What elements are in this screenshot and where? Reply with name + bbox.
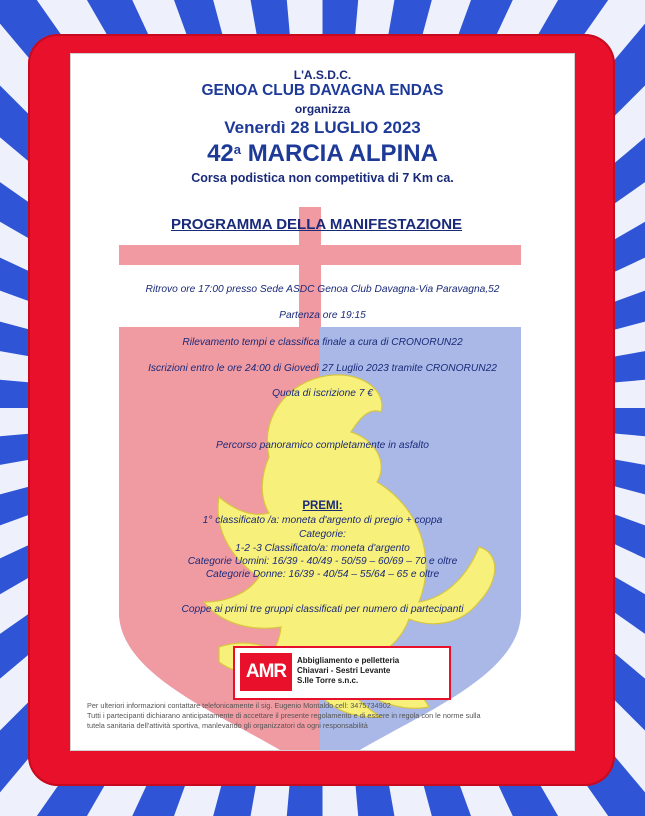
- amr-logo: AMR: [240, 653, 292, 691]
- event-date: Venerdì 28 LUGLIO 2023: [224, 118, 421, 137]
- footer-disclaimer-1: Tutti i partecipanti dichiarano anticipatamente di accettare il presente regolamento e di essere in regola con le norme sulla: [87, 711, 481, 720]
- sponsor-line3: S.lle Torre s.n.c.: [297, 676, 359, 685]
- program-partenza: Partenza ore 19:15: [279, 310, 366, 321]
- premi-primo: 1° classificato /a: moneta d'argento di pregio + coppa: [202, 515, 443, 526]
- edition-number: 42: [207, 140, 234, 167]
- program-title: PROGRAMMA DELLA MANIFESTAZIONE: [170, 216, 463, 233]
- program-iscrizioni: Iscrizioni entro le ore 24:00 di Giovedì 27 Luglio 2023 tramite CRONORUN22: [148, 363, 497, 374]
- footer-disclaimer-2: tutela sanitaria dell'attività sportiva, manlevando gli organizzatori da ogni responsabilità: [87, 721, 368, 730]
- premi-title: PREMI:: [302, 500, 343, 512]
- premi-categorie: Categorie:: [298, 529, 346, 540]
- event-subtitle: Corsa podistica non competitiva di 7 Km ca.: [191, 171, 454, 185]
- sponsor-line1: Abbigliamento e pelletteria: [297, 656, 400, 665]
- club-name: GENOA CLUB DAVAGNA ENDAS: [201, 82, 444, 99]
- program-ritrovo: Ritrovo ore 17:00 presso Sede ASDC Genoa Club Davagna-Via Paravagna,52: [145, 284, 500, 295]
- organizza-label: organizza: [294, 102, 351, 116]
- program-quota: Quota di iscrizione 7 €: [272, 388, 373, 399]
- footer-contact: Per ulteriori informazioni contattare telefonicamente il sig. Eugenio Montaldo cell: 3475734902: [87, 701, 391, 710]
- premi-uomini: Categorie Uomini: 16/39 - 40/49 - 50/59 – 60/69 – 70 e oltre: [187, 556, 458, 567]
- program-rilevamento: Rilevamento tempi e classifica finale a cura di CRONORUN22: [182, 337, 463, 348]
- premi-donne: Categorie Donne: 16/39 - 40/54 – 55/64 – 65 e oltre: [205, 569, 440, 580]
- event-name: MARCIA ALPINA: [247, 140, 438, 167]
- edition-suffix: a: [233, 142, 242, 157]
- poster: [70, 53, 575, 751]
- premi-coppe: Coppe ai primi tre gruppi classificati per numero di partecipanti: [181, 604, 464, 615]
- association-label: L'A.S.D.C.: [293, 68, 352, 82]
- sponsor-line2: Chiavari - Sestri Levante: [297, 666, 391, 675]
- program-percorso: Percorso panoramico completamente in asfalto: [216, 440, 429, 451]
- cross-horizontal: [119, 245, 521, 265]
- event-title: [71, 140, 574, 168]
- premi-secondo-terzo: 1-2 -3 Classificato/a: moneta d'argento: [235, 543, 410, 554]
- sponsor-box: [233, 646, 451, 700]
